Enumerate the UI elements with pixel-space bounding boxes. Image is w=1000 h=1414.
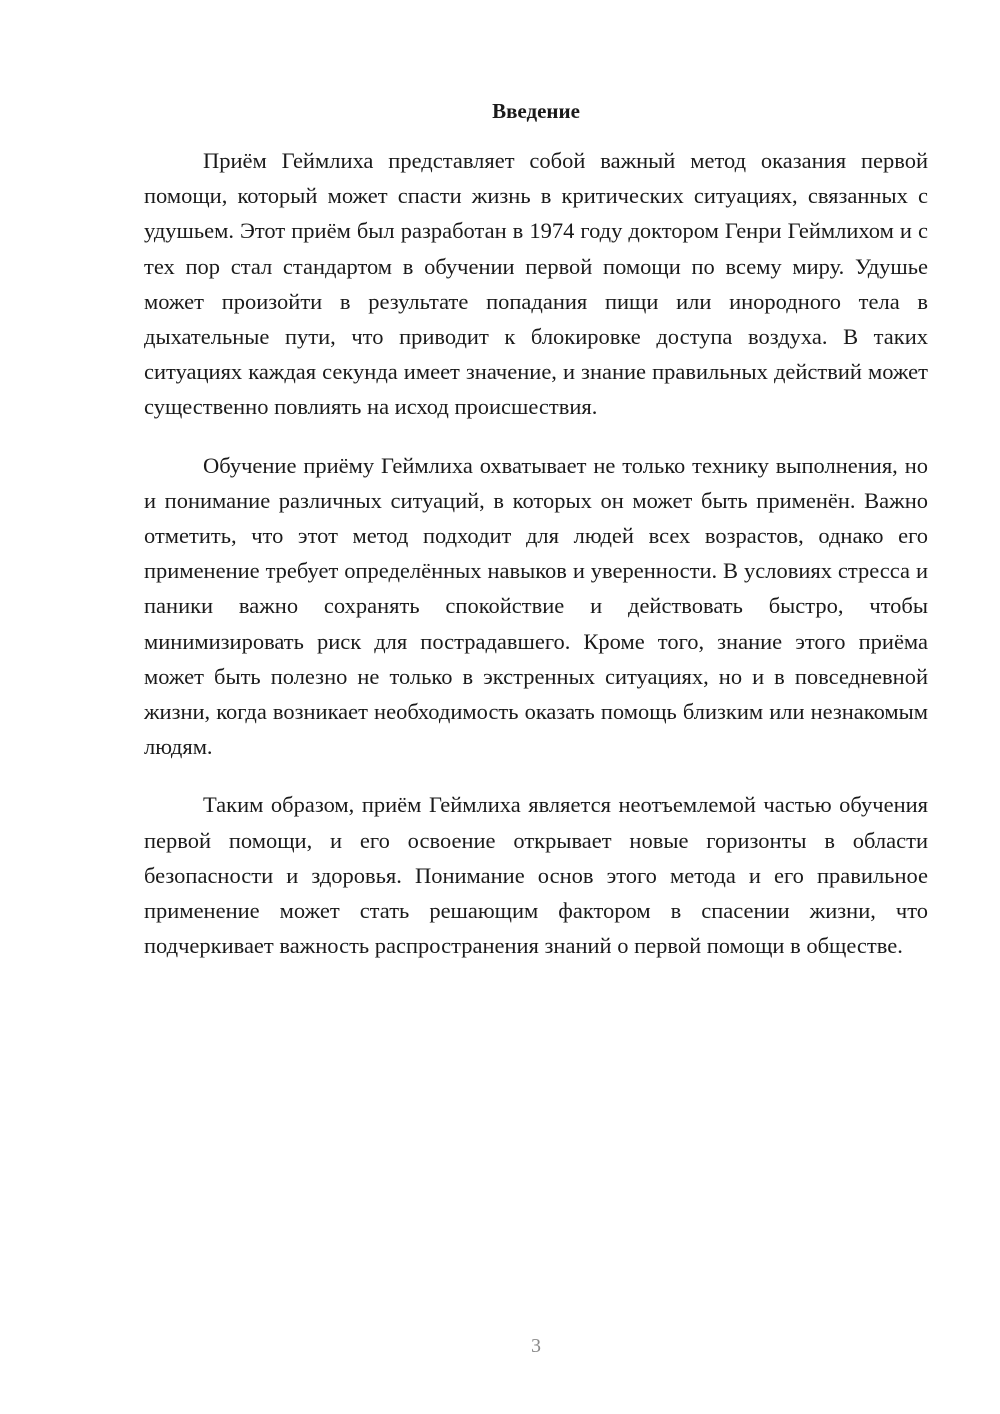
page-number: 3	[531, 1335, 541, 1357]
body-text	[144, 143, 928, 986]
paragraph-2: Обучение приёму Геймлиха охватывает не только технику выполнения, но и понимание различных ситуаций, в которых он может быть применён. Важно отметить, что этот метод подходит для людей всех возрастов, однако его применение требует определённых навыков и уверенности. В условиях стресса и паники важно сохранять спокойствие и действовать быстро, чтобы минимизировать риск для пострадавшего. Кроме того, знание этого приёма может быть полезно не только в экстренных ситуациях, но и в повседневной жизни, когда возникает необходимость оказать помощь близким или незнакомым людям.	[144, 452, 928, 760]
paragraph-3: Таким образом, приём Геймлиха является неотъемлемой частью обучения первой помощи, и его освоение открывает новые горизонты в области безопасности и здоровья. Понимание основ этого метода и его правильное применение может стать решающим фактором в спасении жизни, что подчеркивает важность распространения знаний о первой помощи в обществе.	[144, 792, 928, 959]
section-heading: Введение	[492, 99, 580, 123]
paragraph-1: Приём Геймлиха представляет собой важный метод оказания первой помощи, который может спасти жизнь в критических ситуациях, связанных с удушьем. Этот приём был разработан в 1974 году доктором Генри Геймлихом и с тех пор стал стандартом в обучении первой помощи по всему миру. Удушье может произойти в результате попадания пищи или инородного тела в дыхательные пути, что приводит к блокировке доступа воздуха. В таких ситуациях каждая секунда имеет значение, и знание правильных действий может существенно повлиять на исход происшествия.	[144, 148, 928, 420]
